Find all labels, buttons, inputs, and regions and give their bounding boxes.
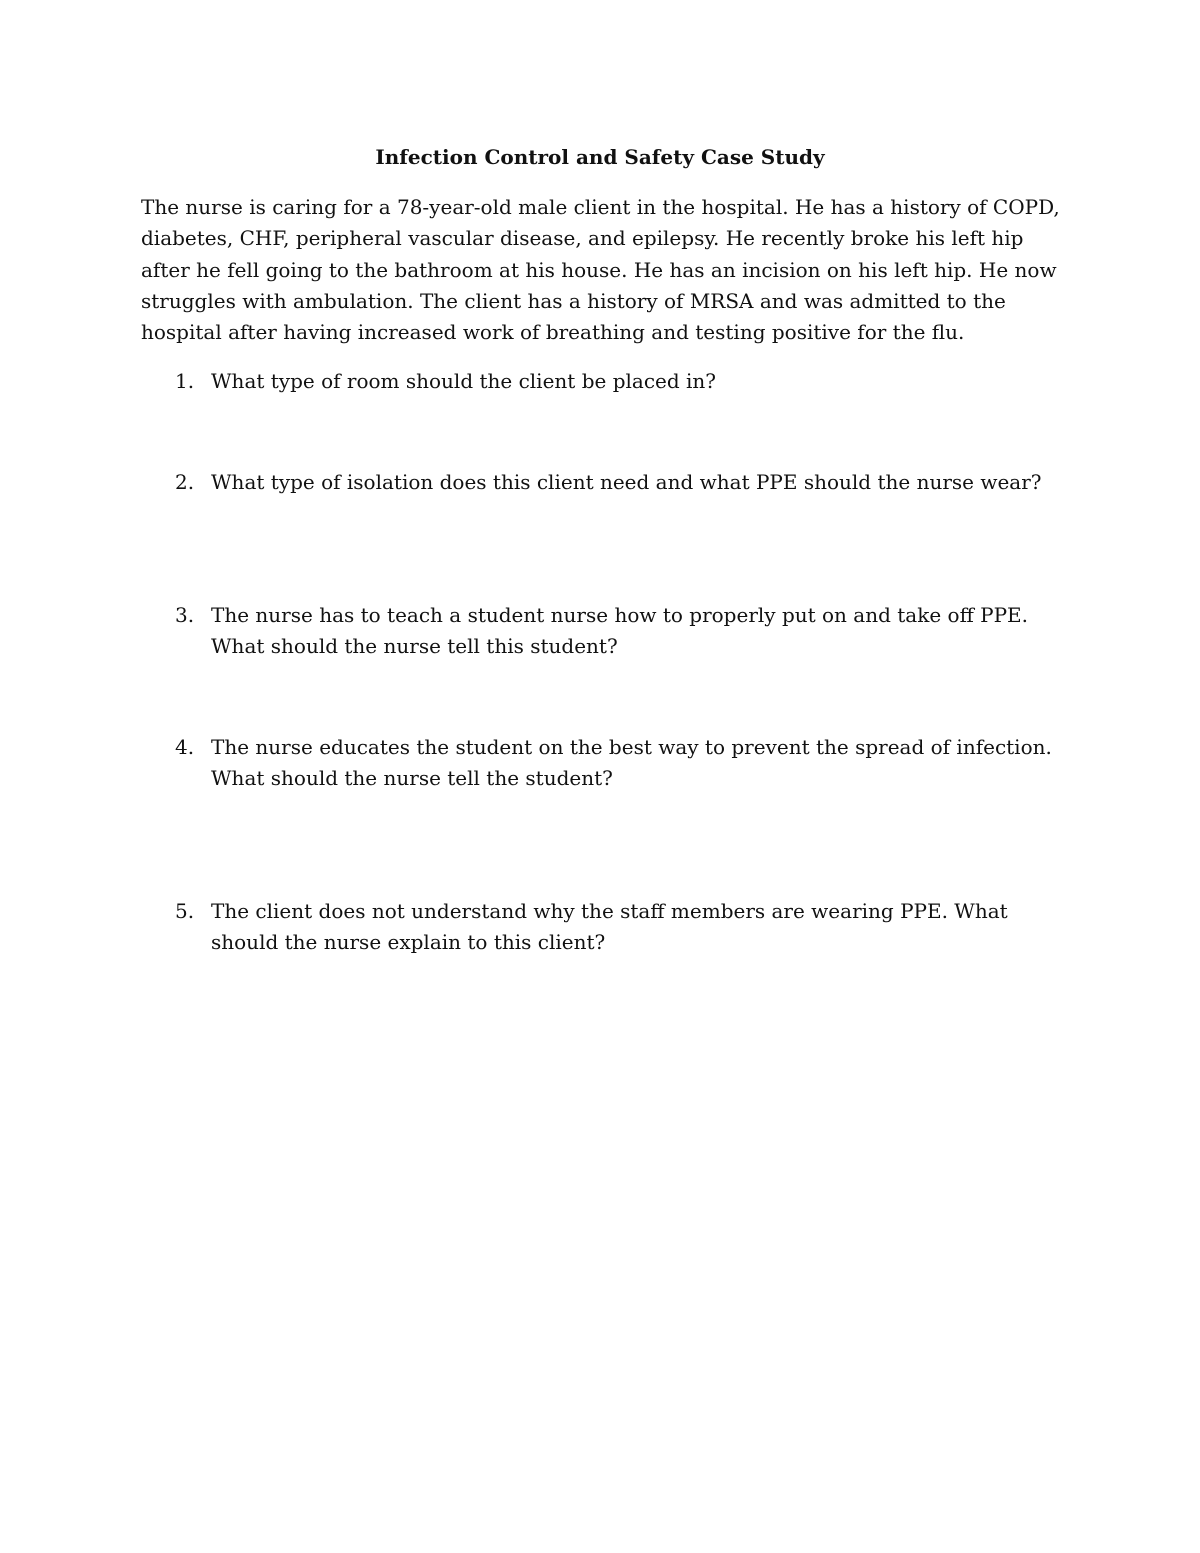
document-title: Infection Control and Safety Case Study <box>375 145 825 169</box>
question-item-4 <box>141 732 1066 795</box>
question-text: The client does not understand why the staff members are wearing PPE. What should the nurse explain to this client? <box>211 899 1008 955</box>
question-number: 5. <box>175 899 195 923</box>
question-number: 4. <box>175 735 195 759</box>
question-number: 2. <box>175 470 195 494</box>
question-item-2 <box>141 467 1066 498</box>
question-text: What type of isolation does this client need and what PPE should the nurse wear? <box>211 470 1042 494</box>
question-number: 3. <box>175 603 195 627</box>
question-text: The nurse has to teach a student nurse how to properly put on and take off PPE. What should the nurse tell this student? <box>211 603 1029 659</box>
question-number: 1. <box>175 369 195 393</box>
case-description: The nurse is caring for a 78-year-old male client in the hospital. He has a history of COPD, diabetes, CHF, peripheral vascular disease, and epilepsy. He recently broke his left hip after he fell going to the bathroom at his house. He has an incision on his left hip. He now struggles with ambulation. The client has a history of MRSA and was admitted to the hospital after having increased work of breathing and testing positive for the flu. <box>141 195 1060 345</box>
question-text: The nurse educates the student on the best way to prevent the spread of infection. What should the nurse tell the student? <box>211 735 1052 791</box>
question-item-1 <box>141 366 1066 397</box>
question-item-5 <box>141 896 1066 959</box>
question-text: What type of room should the client be placed in? <box>211 369 717 393</box>
question-item-3 <box>141 600 1066 663</box>
